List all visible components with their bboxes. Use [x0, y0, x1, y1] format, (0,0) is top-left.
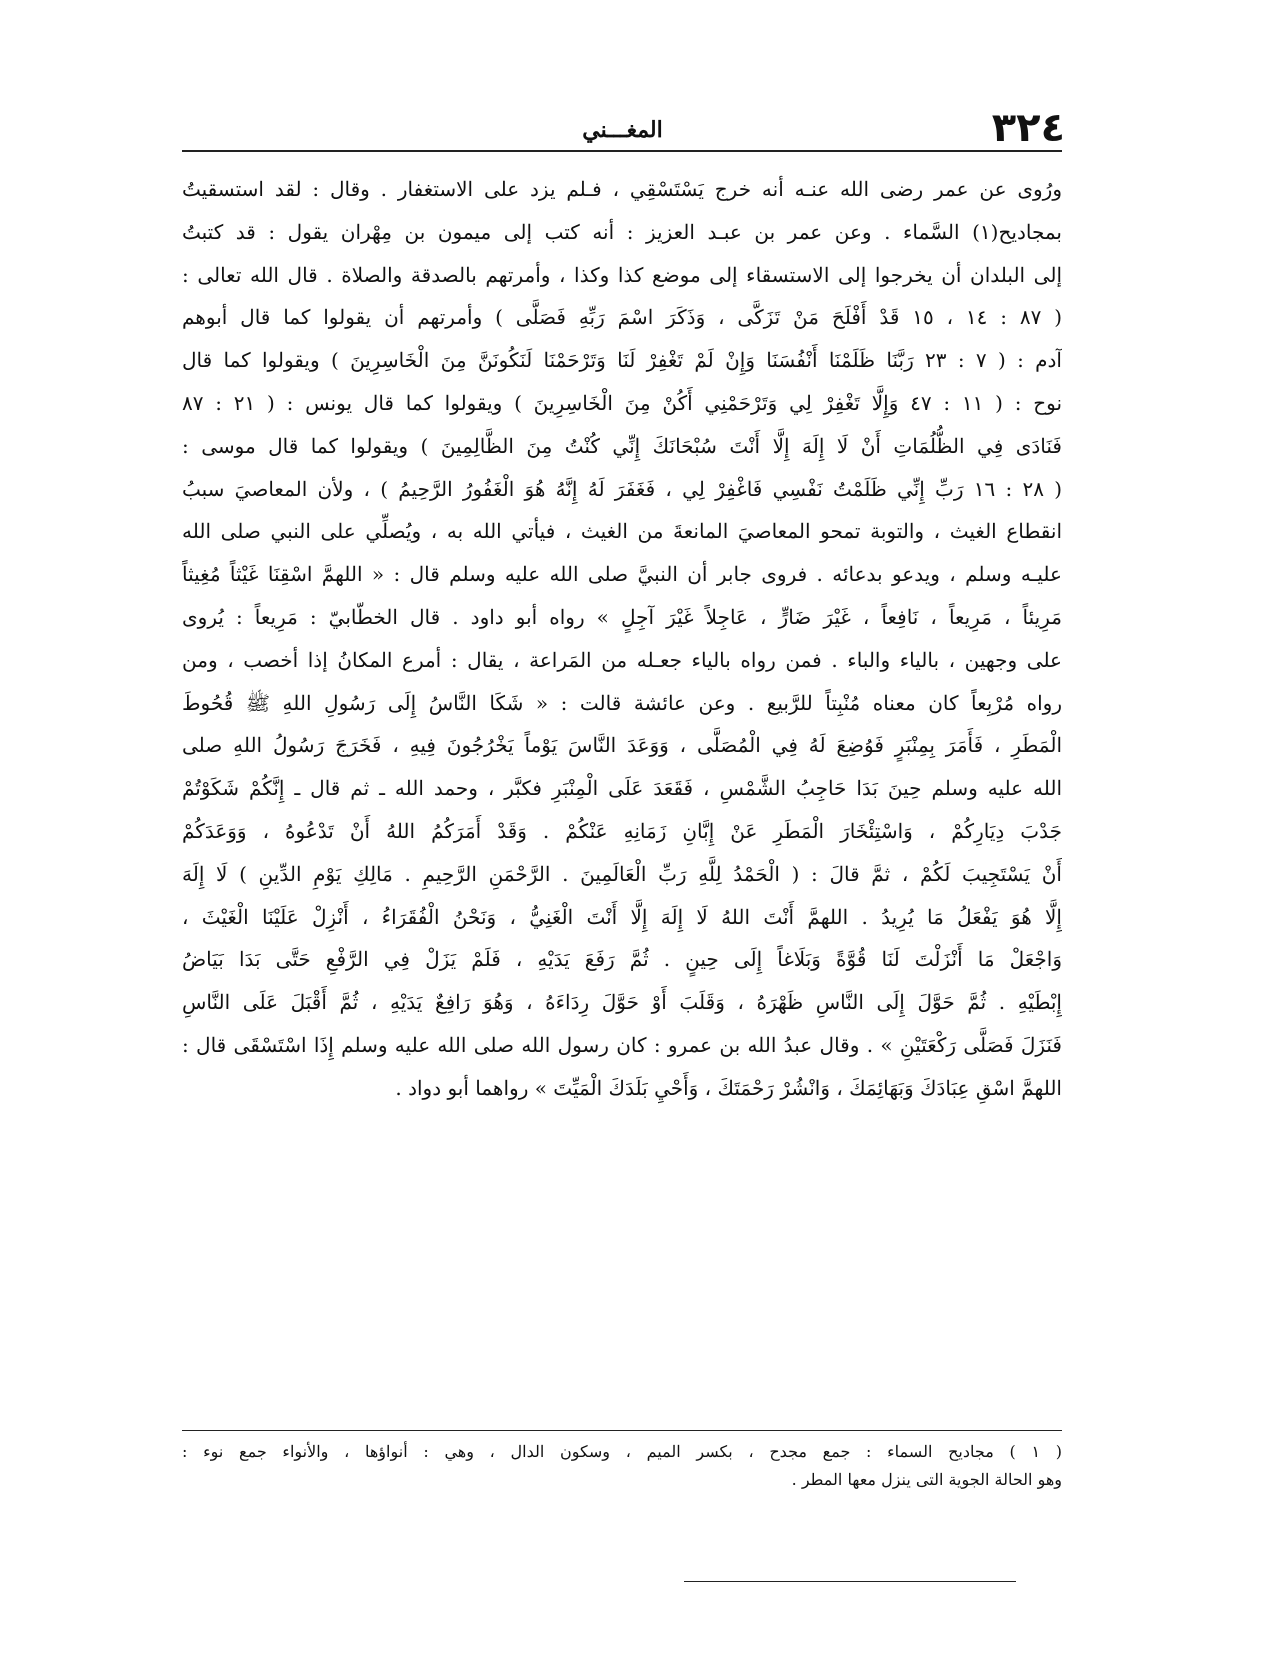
body-line: وَاجْعَلْ مَا أَنْزَلْتَ لَنَا قُوَّةً وَبَلَاغاً إِلَى حِينٍ . ثُمَّ رَفَعَ يَدَيْهِ ، فَلَمْ يَزَلْ فِي الرَّفْعِ حَتَّى بَدَا بَيَاضُ	[182, 947, 1062, 972]
body-line: آدم : ( ٧ : ٢٣ رَبَّنَا ظَلَمْنَا أَنْفُسَنَا وَإِنْ لَمْ تَغْفِرْ لَنَا وَتَرْحَمْنَا لَنَكُونَنَّ مِنَ الْخَاسِرِينَ ) ويقولوا كما قال	[182, 348, 1062, 373]
body-line: الْمَطَرِ ، فَأَمَرَ بِمِنْبَرٍ فَوُضِعَ لَهُ فِي الْمُصَلَّى ، وَوَعَدَ النَّاسَ يَوْماً يَخْرُجُونَ فِيهِ ، فَخَرَجَ رَسُولُ اللهِ صلى	[182, 733, 1062, 758]
body-line: ( ٨٧ : ١٤ ، ١٥ قَدْ أَفْلَحَ مَنْ تَزَكَّى ، وَذَكَرَ اسْمَ رَبِّهِ فَصَلَّى ) وأمرتهم أن يقولوا كما قال أبوهم	[182, 305, 1062, 330]
body-line: الله عليه وسلم حِينَ بَدَا حَاجِبُ الشَّمْسِ ، فَقَعَدَ عَلَى الْمِنْبَرِ فكبَّر ، وحمد الله ـ ثم قال ـ إِنَّكُمْ شَكَوْتُمْ	[182, 776, 1062, 801]
body-line: عليـه وسلم ، ويدعو بدعائه . فروى جابر أن النبيَّ صلى الله عليه وسلم قال : « اللهمَّ اسْقِنَا غَيْثاً مُغِيثاً	[182, 562, 1062, 587]
footnote-divider	[182, 1430, 1062, 1431]
body-line: أَنْ يَسْتَجِيبَ لَكُمْ ، ثمَّ قالَ : ( الْحَمْدُ لِلَّهِ رَبِّ الْعَالَمِينَ . الرَّحْمَنِ الرَّحِيمِ . مَالِكِ يَوْمِ الدِّينِ ) لَا إِلَهَ	[182, 861, 1062, 886]
body-line: فَنَزَلَ فَصَلَّى رَكْعَتَيْنِ » . وقال عبدُ الله بن عمرو : كان رسول الله صلى الله عليه وسلم إِذَا اسْتَسْقَى قال :	[182, 1032, 1062, 1057]
body-line: فَنَادَى فِي الظُّلُمَاتِ أَنْ لَا إِلَهَ إِلَّا أَنْتَ سُبْحَانَكَ إِنِّي كُنْتُ مِنَ الظَّالِمِينَ ) ويقولوا كما قال موسى :	[182, 433, 1062, 458]
footnotes	[182, 1438, 1062, 1494]
footnote-line: وهو الحالة الجوية التى ينزل معها المطر .	[791, 1470, 1062, 1489]
body-line: ( ٢٨ : ١٦ رَبِّ إِنِّي ظَلَمْتُ نَفْسِي فَاغْفِرْ لِي ، فَغَفَرَ لَهُ إِنَّهُ هُوَ الْغَفُورُ الرَّحِيمُ ) ، ولأن المعاصيَ سببُ	[182, 476, 1062, 501]
page-number: ٣٢٤	[991, 105, 1065, 151]
header-divider	[182, 150, 1062, 152]
body-line: إِلَّا هُوَ يَفْعَلُ مَا يُرِيدُ . اللهمَّ أَنْتَ اللهُ لَا إِلَهَ إِلَّا أَنْتَ الْغَنِيُّ ، وَنَحْنُ الْفُقَرَاءُ ، أَنْزِلْ عَلَيْنَا الْغَيْثَ ،	[182, 904, 1062, 929]
book-title: المغـــني	[582, 117, 663, 143]
page-header	[180, 105, 1065, 152]
body-line: بمجاديح(١) السَّماء . وعن عمر بن عبـد العزيز : أنه كتب إلى ميمون بن مِهْران يقول : قد كتبتُ	[182, 219, 1062, 244]
body-line: انقطاع الغيث ، والتوبة تمحو المعاصيَ المانعةَ من الغيث ، فيأتي الله به ، ويُصلِّي على النبي صلى الله	[182, 519, 1062, 544]
body-line: رواه مُرْبِعاً كان معناه مُنْبِتاً للرَّبيع . وعن عائشة قالت : « شَكَا النَّاسُ إِلَى رَسُولِ اللهِ ﷺ قُحُوطَ	[182, 690, 1062, 715]
body-line: إلى البلدان أن يخرجوا إلى الاستسقاء إلى موضع كذا وكذا ، وأمرتهم بالصدقة والصلاة . قال الله تعالى :	[182, 262, 1062, 287]
body-line: إِبْطَيْهِ . ثُمَّ حَوَّلَ إِلَى النَّاسِ ظَهْرَهُ ، وَقَلَبَ أَوْ حَوَّلَ رِدَاءَهُ ، وَهُوَ رَافِعٌ يَدَيْهِ ، ثُمَّ أَقْبَلَ عَلَى النَّاسِ	[182, 990, 1062, 1015]
body-line: ورُوى عن عمر رضى الله عنـه أنه خرج يَسْتَسْقِي ، فـلم يزد على الاستغفار . وقال : لقد استسقيتُ	[182, 177, 1062, 201]
body-line: على وجهين ، بالياء والباء . فمن رواه بالياء جعـله من المَراعة ، يقال : أمرع المكانُ إذا أخصب ، ومن	[182, 647, 1062, 672]
footnote-line: ( ١ ) مجاديح السماء : جمع مجدح ، بكسر الميم ، وسكون الدال ، وهي : أنواؤها ، والأنواء جمع نوء :	[182, 1442, 1062, 1461]
body-line: جَدْبَ دِيَارِكُمْ ، وَاسْتِئْخَارَ الْمَطَرِ عَنْ إِبَّانِ زَمَانِهِ عَنْكُمْ . وَقَدْ أَمَرَكُمُ اللهُ أَنْ تَدْعُوهُ ، وَوَعَدَكُمْ	[182, 818, 1062, 843]
body-line: مَرِيئاً ، مَرِيعاً ، نَافِعاً ، غَيْرَ ضَارٍّ ، عَاجِلاً غَيْرَ آجِلٍ » رواه أبو داود . قال الخطّابيّ : مَرِيعاً : يُروى	[182, 604, 1062, 629]
body-line: اللهمَّ اسْقِ عِبَادَكَ وَبَهَائِمَكَ ، وَانْشُرْ رَحْمَتَكَ ، وَأَحْيِ بَلَدَكَ الْمَيِّتَ » رواهما أبو دواد .	[395, 1075, 1062, 1100]
body-line: نوح : ( ١١ : ٤٧ وَإِلَّا تَغْفِرْ لِي وَتَرْحَمْنِي أَكُنْ مِنَ الْخَاسِرِينَ ) ويقولوا كما قال يونس : ( ٢١ : ٨٧	[182, 390, 1062, 415]
body-text	[182, 168, 1062, 1110]
bottom-rule	[684, 1581, 1016, 1582]
